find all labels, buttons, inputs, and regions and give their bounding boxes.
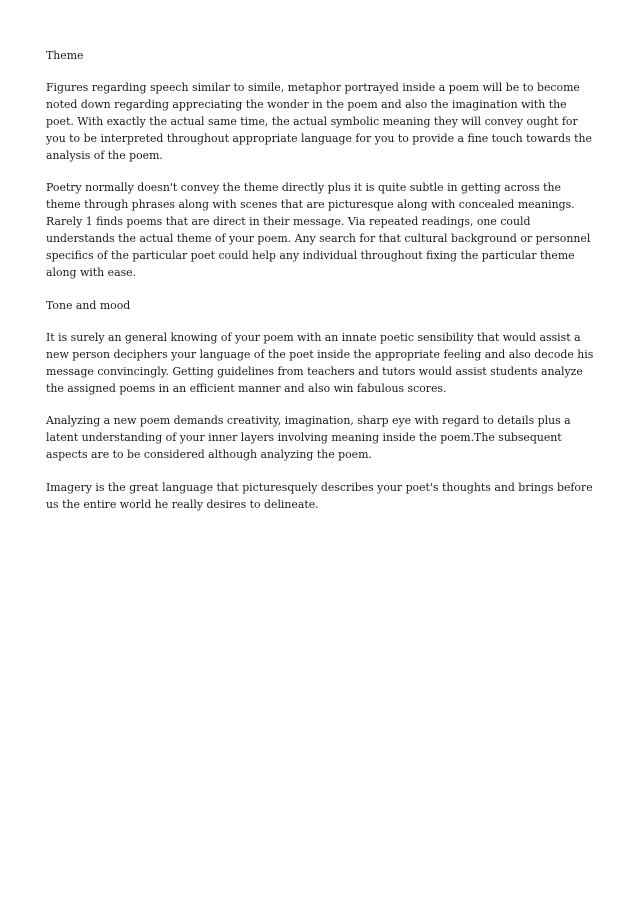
paragraph-poetry-theme: Poetry normally doesn't convey the theme directly plus it is quite subtle in getting across the theme through phrases along with scenes that are picturesque along with concealed meanings. Rarely 1 finds poems that are direct in their message. Via repeated readings, one could understands the actual theme of your poem. Any search for that cultural background or personnel specifics of the particular poet could help any individual throughout fixing the particular theme along with ease. xyxy=(46,181,591,279)
paragraph-analyzing-poem: Analyzing a new poem demands creativity, imagination, sharp eye with regard to details plus a latent understanding of your inner layers involving meaning inside the poem.The subsequent aspects are to be considered although analyzing the poem. xyxy=(46,414,571,462)
paragraph-figures-of-speech: Figures regarding speech similar to simile, metaphor portrayed inside a poem will be to become noted down regarding appreciating the wonder in the poem and also the imagination with the poet. With exactly the actual same time, the actual symbolic meaning they will convey ought for you to be interpreted throughout appropriate language for you to provide a fine touch towards the analysis of the poem. xyxy=(46,80,592,162)
paragraph-imagery: Imagery is the great language that picturesquely describes your poet's thoughts and brings before us the entire world he really desires to delineate. xyxy=(46,481,593,512)
section-heading-theme: Theme xyxy=(46,49,84,62)
section-heading-tone-and-mood: Tone and mood xyxy=(46,298,131,312)
document-body xyxy=(46,48,594,514)
paragraph-general-knowing: It is surely an general knowing of your poem with an innate poetic sensibility that would assist a new person deciphers your language of the poet inside the appropriate feeling and also decode his message convincingly. Getting guidelines from teachers and tutors would assist students analyze the assigned poems in an efficient manner and also win fabulous scores. xyxy=(46,330,594,395)
